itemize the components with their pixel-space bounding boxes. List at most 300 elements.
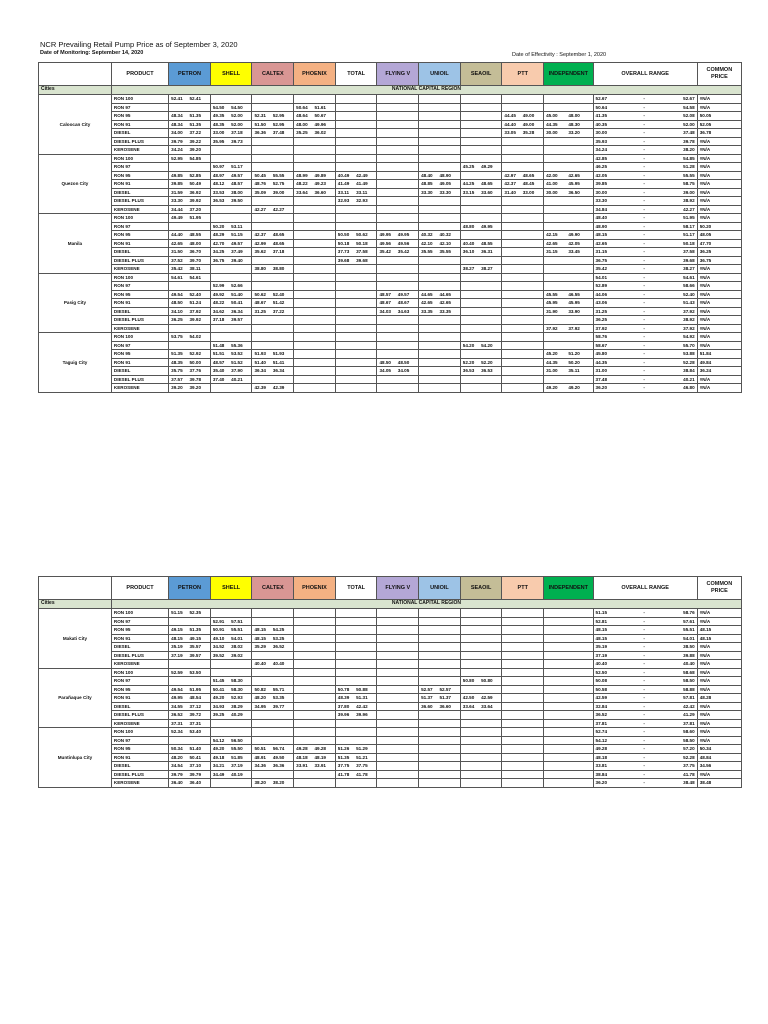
price-low: 44.35 [546,121,558,127]
price-cell [460,239,502,248]
table-row [39,668,742,677]
table-row [39,137,742,146]
range-high: 52.08 [683,113,695,118]
price-high: 39.96 [356,712,368,717]
price-cell [294,358,336,367]
price-cell [169,120,211,129]
price-high: 51.24 [189,300,201,305]
range-high: 40.21 [683,376,695,382]
range-low: 37.19 [595,652,608,658]
price-cell [502,299,544,308]
price-cell [294,197,336,206]
price-cell [502,154,544,163]
price-high: 54.01 [231,635,243,641]
price-cell [252,112,294,121]
price-cell [460,222,502,231]
price-cell [169,728,211,737]
overall-range-cell [593,711,697,720]
range-high: 52.67 [683,96,695,101]
price-low: 35.29 [254,644,266,649]
price-cell [377,711,419,720]
common-price-cell: #N/A [697,171,741,180]
header-brand-phoenix: PHOENIX [294,577,336,600]
price-high: 52.41 [189,96,201,101]
price-cell [169,163,211,172]
table-row [39,350,742,359]
price-cell [377,770,419,779]
overall-range-cell [593,728,697,737]
price-cell [377,367,419,376]
range-high: 51.17 [683,232,695,237]
price-low: 49.95 [379,232,391,237]
range-high: 41.29 [683,712,695,717]
header-overall-range: OVERALL RANGE [593,577,697,600]
table-row [39,146,742,155]
price-cell [460,205,502,214]
range-low: 54.12 [595,737,608,743]
price-low: 42.97 [504,172,516,178]
price-cell [294,677,336,686]
price-cell [252,367,294,376]
price-cell [210,299,252,308]
header-brand-independent: INDEPENDENT [544,577,593,600]
price-cell [377,146,419,155]
price-low: 52.59 [171,669,183,675]
price-cell [294,231,336,240]
price-cell [210,762,252,771]
price-cell [502,762,544,771]
price-cell [377,154,419,163]
price-cell [377,103,419,112]
price-cell [210,367,252,376]
price-low: 39.25 [212,712,225,717]
table-row [39,643,742,652]
price-low: 39.52 [212,652,225,658]
range-separator: - [643,317,645,322]
price-high: 48.57 [231,181,243,186]
range-low: 52.67 [595,96,608,101]
price-cell [252,307,294,316]
common-price-cell: #N/A [697,384,741,393]
price-low: 48.20 [171,754,183,760]
price-high: 39.50 [231,198,243,203]
price-cell [169,222,211,231]
price-low: 48.15 [254,635,266,641]
price-cell [210,634,252,643]
range-high: 58.50 [683,678,695,683]
monitoring-date: Date of Monitoring: September 14, 2020 [40,50,144,56]
price-cell [252,694,294,703]
price-cell [377,694,419,703]
price-cell [210,753,252,762]
price-cell [210,316,252,325]
table-row [39,120,742,129]
price-high: 39.92 [189,317,201,322]
price-cell [502,137,544,146]
range-high: 58.75 [683,181,695,186]
range-high: 57.20 [683,746,695,751]
price-cell [294,273,336,282]
price-low: 49.10 [212,635,225,641]
price-low: 30.00 [546,189,558,195]
price-cell [210,643,252,652]
range-low: 46.25 [595,164,608,169]
overall-range-cell [593,299,697,308]
price-cell [294,256,336,265]
common-price-cell: 48.15 [697,626,741,635]
price-cell [460,728,502,737]
price-high: 49.57 [231,240,243,246]
price-cell [294,214,336,223]
common-price-cell: #N/A [697,711,741,720]
price-low: 52.31 [254,113,266,118]
range-low: 49.28 [595,746,608,751]
common-price-cell: #N/A [697,728,741,737]
price-cell [210,222,252,231]
price-low: 35.55 [421,249,433,254]
range-separator: - [643,644,645,649]
price-cell [169,248,211,257]
price-cell [544,333,593,342]
price-low: 48.22 [212,300,225,305]
price-low: 49.92 [212,291,225,297]
range-low: 43.06 [595,300,608,305]
common-price-cell: 49.84 [697,358,741,367]
price-cell [377,660,419,669]
range-high: 54.85 [683,155,695,161]
table-row [39,282,742,291]
price-low: 49.20 [212,746,225,751]
price-high: 51.42 [272,300,285,305]
price-low: 48.00 [296,121,308,127]
header-blank [39,63,112,86]
price-low: 35.25 [296,130,308,135]
price-cell [460,367,502,376]
common-price-cell: #N/A [697,341,741,350]
price-high: 49.29 [481,164,493,169]
price-cell [544,171,593,180]
price-low: 34.10 [171,308,183,314]
price-cell [335,719,377,728]
range-high: 54.01 [683,635,695,641]
range-separator: - [643,334,645,339]
overall-range-cell [593,307,697,316]
price-cell [210,668,252,677]
price-cell [377,112,419,121]
price-cell [544,651,593,660]
price-cell [544,375,593,384]
price-cell [419,762,461,771]
price-cell [460,384,502,393]
price-cell [544,163,593,172]
common-price-cell: #N/A [697,205,741,214]
common-price-cell: #N/A [697,643,741,652]
price-low: 51.48 [212,342,225,348]
table-row [39,745,742,754]
product-name: DIESEL PLUS [111,651,168,660]
price-low: 50.62 [254,291,266,297]
range-high: 39.78 [683,138,695,144]
range-high: 52.00 [683,121,695,127]
price-high: 36.50 [568,189,580,195]
range-low: 36.75 [595,257,608,263]
price-high: 37.90 [231,368,243,373]
price-cell [419,231,461,240]
price-high: 42.39 [272,385,285,390]
price-low: 34.62 [212,308,225,314]
range-high: 53.88 [683,351,695,356]
price-cell [169,214,211,223]
price-low: 33.11 [337,189,350,195]
price-low: 34.03 [379,308,391,314]
common-price-cell: #N/A [697,137,741,146]
table-row [39,188,742,197]
common-price-cell: #N/A [697,154,741,163]
price-cell [460,677,502,686]
price-high: 51.35 [189,121,201,127]
range-low: 41.35 [595,113,608,118]
price-high: 37.92 [568,325,580,331]
range-high: 51.28 [683,164,695,169]
price-cell [335,685,377,694]
header-brand-flying-v: FLYING V [377,63,419,86]
price-cell [502,129,544,138]
price-low: 33.30 [421,189,433,195]
price-cell [294,753,336,762]
price-low: 49.15 [171,627,183,632]
price-high: 39.40 [231,257,243,263]
price-cell [252,728,294,737]
price-high: 48.00 [568,113,580,118]
price-low: 48.15 [254,627,266,632]
city-name: Taguig City [39,333,112,393]
price-low: 42.70 [212,240,225,246]
range-low: 45.80 [595,351,608,356]
range-high: 42.27 [683,206,695,212]
range-separator: - [643,695,645,700]
common-price-cell: 51.84 [697,350,741,359]
price-low: 40.40 [254,661,266,666]
price-cell [169,316,211,325]
price-cell [460,299,502,308]
price-cell [544,316,593,325]
price-cell [335,736,377,745]
price-cell [460,316,502,325]
price-high: 49.00 [522,121,535,127]
price-high: 48.30 [568,121,580,127]
overall-range-cell [593,265,697,274]
price-low: 50.51 [254,746,266,751]
range-low: 37.48 [595,376,608,382]
price-cell [544,273,593,282]
range-low: 52.74 [595,729,608,734]
city-name: Caloocan City [39,95,112,155]
overall-range-cell [593,350,697,359]
price-low: 52.41 [171,96,183,101]
header-brand-shell: SHELL [210,577,252,600]
range-separator: - [643,754,645,760]
price-high: 38.27 [481,266,493,271]
price-low: 36.53 [212,198,225,203]
price-low: 51.93 [254,351,266,356]
product-name: RON 100 [111,214,168,223]
price-cell [169,205,211,214]
price-cell [544,324,593,333]
price-low: 36.40 [171,780,183,785]
price-cell [294,95,336,104]
price-cell [210,265,252,274]
price-low: 48.80 [462,223,475,229]
price-low: 44.35 [546,359,558,365]
overall-range-cell [593,333,697,342]
price-cell [335,120,377,129]
price-low: 48.29 [212,232,225,237]
price-high: 40.32 [439,232,451,237]
price-cell [169,341,211,350]
price-cell [377,375,419,384]
price-cell [294,205,336,214]
price-low: 44.40 [171,232,183,237]
price-cell [377,171,419,180]
price-cell [544,231,593,240]
range-separator: - [643,703,645,709]
price-cell [294,341,336,350]
overall-range-cell [593,214,697,223]
range-separator: - [643,308,645,314]
common-price-cell: #N/A [697,609,741,618]
price-low: 34.21 [212,763,225,768]
price-cell [544,762,593,771]
price-low: 51.37 [421,695,433,700]
price-cell [544,711,593,720]
price-cell [169,677,211,686]
common-price-cell: #N/A [697,685,741,694]
price-cell [502,290,544,299]
price-high: 39.68 [356,257,368,263]
price-cell [544,358,593,367]
column-header-row [39,63,742,86]
common-price-cell: #N/A [697,375,741,384]
price-cell [169,770,211,779]
common-price-cell: #N/A [697,719,741,728]
range-high: 57.61 [683,618,695,624]
price-cell [335,103,377,112]
price-cell [210,248,252,257]
price-cell [169,745,211,754]
common-price-cell: #N/A [697,677,741,686]
price-cell [252,779,294,788]
range-low: 37.92 [595,325,608,331]
price-cell [419,290,461,299]
price-cell [169,609,211,618]
table-row [39,702,742,711]
price-cell [419,205,461,214]
price-cell [502,609,544,618]
price-cell [419,273,461,282]
overall-range-cell [593,120,697,129]
price-cell [502,324,544,333]
product-name: KEROSENE [111,660,168,669]
table-row [39,222,742,231]
price-high: 33.35 [439,308,451,314]
price-cell [335,146,377,155]
price-high: 54.25 [272,627,285,632]
price-cell [252,677,294,686]
price-low: 42.99 [254,240,266,246]
price-cell [377,668,419,677]
price-cell [419,112,461,121]
price-cell [252,660,294,669]
price-high: 56.74 [272,746,285,751]
price-cell [502,188,544,197]
price-cell [169,694,211,703]
price-cell [210,197,252,206]
price-cell [210,154,252,163]
price-low: 48.50 [379,359,391,365]
price-cell [377,256,419,265]
price-low: 44.25 [462,181,475,186]
price-cell [544,239,593,248]
price-high: 39.02 [231,652,243,658]
price-cell [502,248,544,257]
price-high: 36.36 [272,763,285,768]
common-price-cell: 47.70 [697,239,741,248]
range-high: 54.61 [683,274,695,280]
product-name: DIESEL PLUS [111,711,168,720]
price-low: 37.52 [171,257,183,263]
price-low: 42.10 [421,240,433,246]
price-cell [419,609,461,618]
range-high: 54.58 [683,104,695,110]
price-low: 35.42 [379,249,391,254]
price-low: 35.42 [171,266,183,271]
price-cell [377,205,419,214]
range-low: 50.08 [595,678,608,683]
price-high: 35.42 [397,249,410,254]
price-high: 37.12 [189,703,201,709]
price-cell [460,685,502,694]
table-row [39,358,742,367]
common-price-cell: #N/A [697,214,741,223]
price-high: 37.76 [189,368,201,373]
price-cell [252,214,294,223]
table-row [39,171,742,180]
price-cell [210,188,252,197]
overall-range-cell [593,668,697,677]
effectivity-date: Date of Effectivity : September 1, 2020 [512,52,607,58]
price-cell [544,129,593,138]
price-high: 37.31 [189,720,201,726]
price-cell [460,103,502,112]
price-high: 53.52 [231,351,243,356]
range-high: 37.75 [683,763,695,768]
price-cell [544,685,593,694]
price-cell [377,188,419,197]
price-cell [460,112,502,121]
price-cell [502,626,544,635]
price-high: 53.50 [189,669,201,675]
price-high: 39.20 [189,385,201,390]
price-cell [419,214,461,223]
price-cell [252,358,294,367]
price-low: 48.64 [296,113,308,118]
price-cell [169,188,211,197]
price-high: 39.00 [272,189,285,195]
price-high: 51.93 [272,351,285,356]
price-cell [252,668,294,677]
product-name: KEROSENE [111,146,168,155]
price-cell [252,770,294,779]
